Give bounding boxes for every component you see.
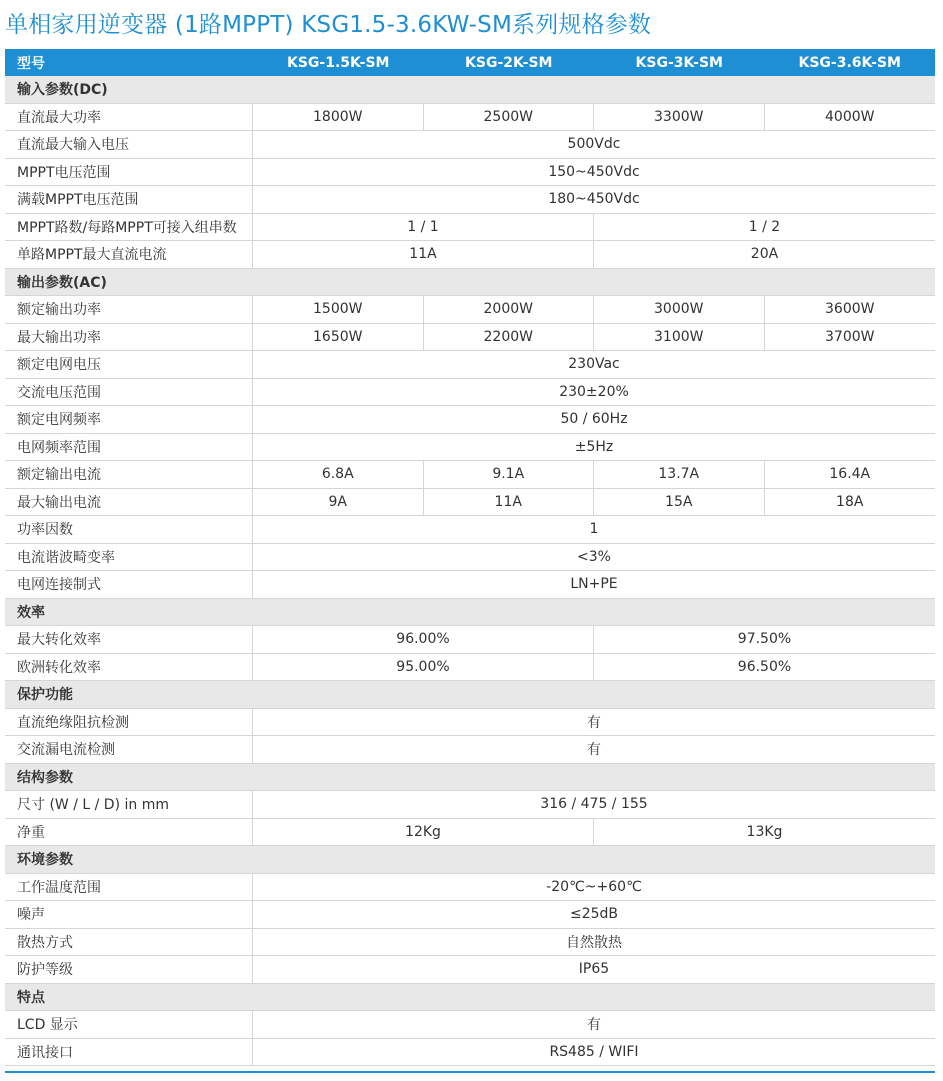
param-value: 有 [587, 1017, 601, 1034]
param-label: 额定输出功率 [5, 296, 253, 323]
param-value: 316 / 475 / 155 [540, 796, 648, 813]
section-row [5, 681, 935, 709]
param-value: 2000W [424, 296, 595, 323]
model-header: KSG-1.5K-SM [287, 54, 390, 71]
table-row [5, 296, 935, 324]
param-label: 满载MPPT电压范围 [5, 186, 253, 213]
param-label: 直流最大输入电压 [5, 131, 253, 158]
param-value: 9A [253, 489, 424, 516]
param-value: 96.50% [737, 658, 792, 675]
param-label: 通讯接口 [5, 1039, 253, 1066]
param-value: 1 / 2 [748, 218, 781, 235]
param-label: 散热方式 [5, 929, 253, 956]
param-value: 1 [589, 521, 599, 538]
param-value: 150~450Vdc [548, 163, 640, 180]
table-row [5, 929, 935, 957]
table-row [5, 901, 935, 929]
table-row [5, 159, 935, 187]
param-value: 1500W [253, 296, 424, 323]
param-value: RS485 / WIFI [549, 1043, 639, 1060]
param-value: 有 [587, 714, 601, 731]
param-value: 11A [253, 241, 594, 268]
table-row [5, 131, 935, 159]
param-value: -20℃~+60℃ [546, 878, 642, 895]
param-value: 15A [594, 489, 765, 516]
table-row [5, 406, 935, 434]
param-label: 防护等级 [5, 956, 253, 983]
table-row [5, 516, 935, 544]
table-row [5, 461, 935, 489]
table-row [5, 351, 935, 379]
param-value: 97.50% [737, 631, 792, 648]
param-label: 额定电网电压 [5, 351, 253, 378]
table-row [5, 1011, 935, 1039]
section-title: 效率 [17, 604, 45, 621]
param-value: 18A [836, 493, 864, 510]
param-value: 1800W [253, 104, 424, 131]
param-label: 尺寸 (W / L / D) in mm [5, 791, 253, 818]
model-header: KSG-3.6K-SM [798, 54, 901, 71]
param-value: 4000W [825, 108, 875, 125]
section-row [5, 76, 935, 104]
section-row [5, 599, 935, 627]
param-value: 230Vac [568, 356, 620, 373]
table-row [5, 709, 935, 737]
param-label: 直流最大功率 [5, 104, 253, 131]
table-row [5, 736, 935, 764]
param-value: 20A [750, 246, 779, 263]
param-value: 13Kg [746, 823, 783, 840]
param-value: 180~450Vdc [548, 191, 640, 208]
table-row [5, 489, 935, 517]
param-value: 500Vdc [567, 136, 621, 153]
param-value: 2200W [424, 324, 595, 351]
section-title: 特点 [17, 989, 45, 1006]
param-label: 最大输出功率 [5, 324, 253, 351]
param-label: 欧洲转化效率 [5, 654, 253, 681]
section-title: 结构参数 [17, 769, 73, 786]
param-value: 50 / 60Hz [560, 411, 628, 428]
bottom-divider [5, 1071, 935, 1073]
param-label: 电流谐波畸变率 [5, 544, 253, 571]
table-row [5, 874, 935, 902]
table-row [5, 1039, 935, 1067]
param-value: LN+PE [570, 576, 618, 593]
param-value: 自然散热 [566, 934, 622, 951]
table-row [5, 571, 935, 599]
param-value: 12Kg [253, 819, 594, 846]
param-label: 电网频率范围 [5, 434, 253, 461]
table-row [5, 654, 935, 682]
section-row [5, 764, 935, 792]
param-label: 净重 [5, 819, 253, 846]
page-title: 单相家用逆变器 (1路MPPT) KSG1.5-3.6KW-SM系列规格参数 [5, 12, 652, 38]
table-row [5, 104, 935, 132]
section-title: 环境参数 [17, 852, 73, 869]
param-value: 95.00% [253, 654, 594, 681]
param-value: 230±20% [559, 383, 629, 400]
param-value: 3600W [825, 301, 875, 318]
spec-table [5, 49, 935, 1066]
section-row [5, 846, 935, 874]
param-value: 3000W [594, 296, 765, 323]
section-title: 输入参数(DC) [17, 82, 108, 99]
param-value: 96.00% [253, 626, 594, 653]
table-row [5, 819, 935, 847]
param-label: 额定输出电流 [5, 461, 253, 488]
param-label: MPPT电压范围 [5, 159, 253, 186]
table-header-row [5, 49, 935, 76]
table-row [5, 324, 935, 352]
param-value: 9.1A [424, 461, 595, 488]
section-row [5, 269, 935, 297]
model-header: KSG-2K-SM [465, 54, 553, 71]
param-value: ±5Hz [574, 438, 614, 455]
table-row [5, 434, 935, 462]
param-label: 交流电压范围 [5, 379, 253, 406]
param-label: 直流绝缘阻抗检测 [5, 709, 253, 736]
param-label: 额定电网频率 [5, 406, 253, 433]
param-label: 交流漏电流检测 [5, 736, 253, 763]
param-value: 11A [424, 489, 595, 516]
param-label: 单路MPPT最大直流电流 [5, 241, 253, 268]
param-value: 13.7A [594, 461, 765, 488]
table-row [5, 214, 935, 242]
param-label: MPPT路数/每路MPPT可接入组串数 [5, 214, 253, 241]
table-row [5, 956, 935, 984]
param-value: <3% [577, 548, 611, 565]
param-value: 3100W [594, 324, 765, 351]
table-row [5, 544, 935, 572]
param-label: 最大转化效率 [5, 626, 253, 653]
table-row [5, 379, 935, 407]
param-value: 2500W [424, 104, 595, 131]
param-value: 1 / 1 [253, 214, 594, 241]
param-value: 1650W [253, 324, 424, 351]
param-value: IP65 [578, 961, 610, 978]
param-value: 6.8A [253, 461, 424, 488]
param-value: ≤25dB [569, 906, 619, 923]
model-header: KSG-3K-SM [635, 54, 723, 71]
header-label: 型号 [17, 55, 45, 72]
param-value: 3300W [594, 104, 765, 131]
section-title: 保护功能 [17, 687, 73, 704]
param-value: 有 [587, 742, 601, 759]
param-label: 电网连接制式 [5, 571, 253, 598]
param-label: LCD 显示 [5, 1011, 253, 1038]
param-label: 功率因数 [5, 516, 253, 543]
section-title: 输出参数(AC) [17, 274, 107, 291]
table-row [5, 241, 935, 269]
param-label: 最大输出电流 [5, 489, 253, 516]
param-value: 16.4A [829, 466, 871, 483]
param-label: 工作温度范围 [5, 874, 253, 901]
param-value: 3700W [825, 328, 875, 345]
table-row [5, 791, 935, 819]
table-row [5, 186, 935, 214]
section-row [5, 984, 935, 1012]
param-label: 噪声 [5, 901, 253, 928]
table-row [5, 626, 935, 654]
